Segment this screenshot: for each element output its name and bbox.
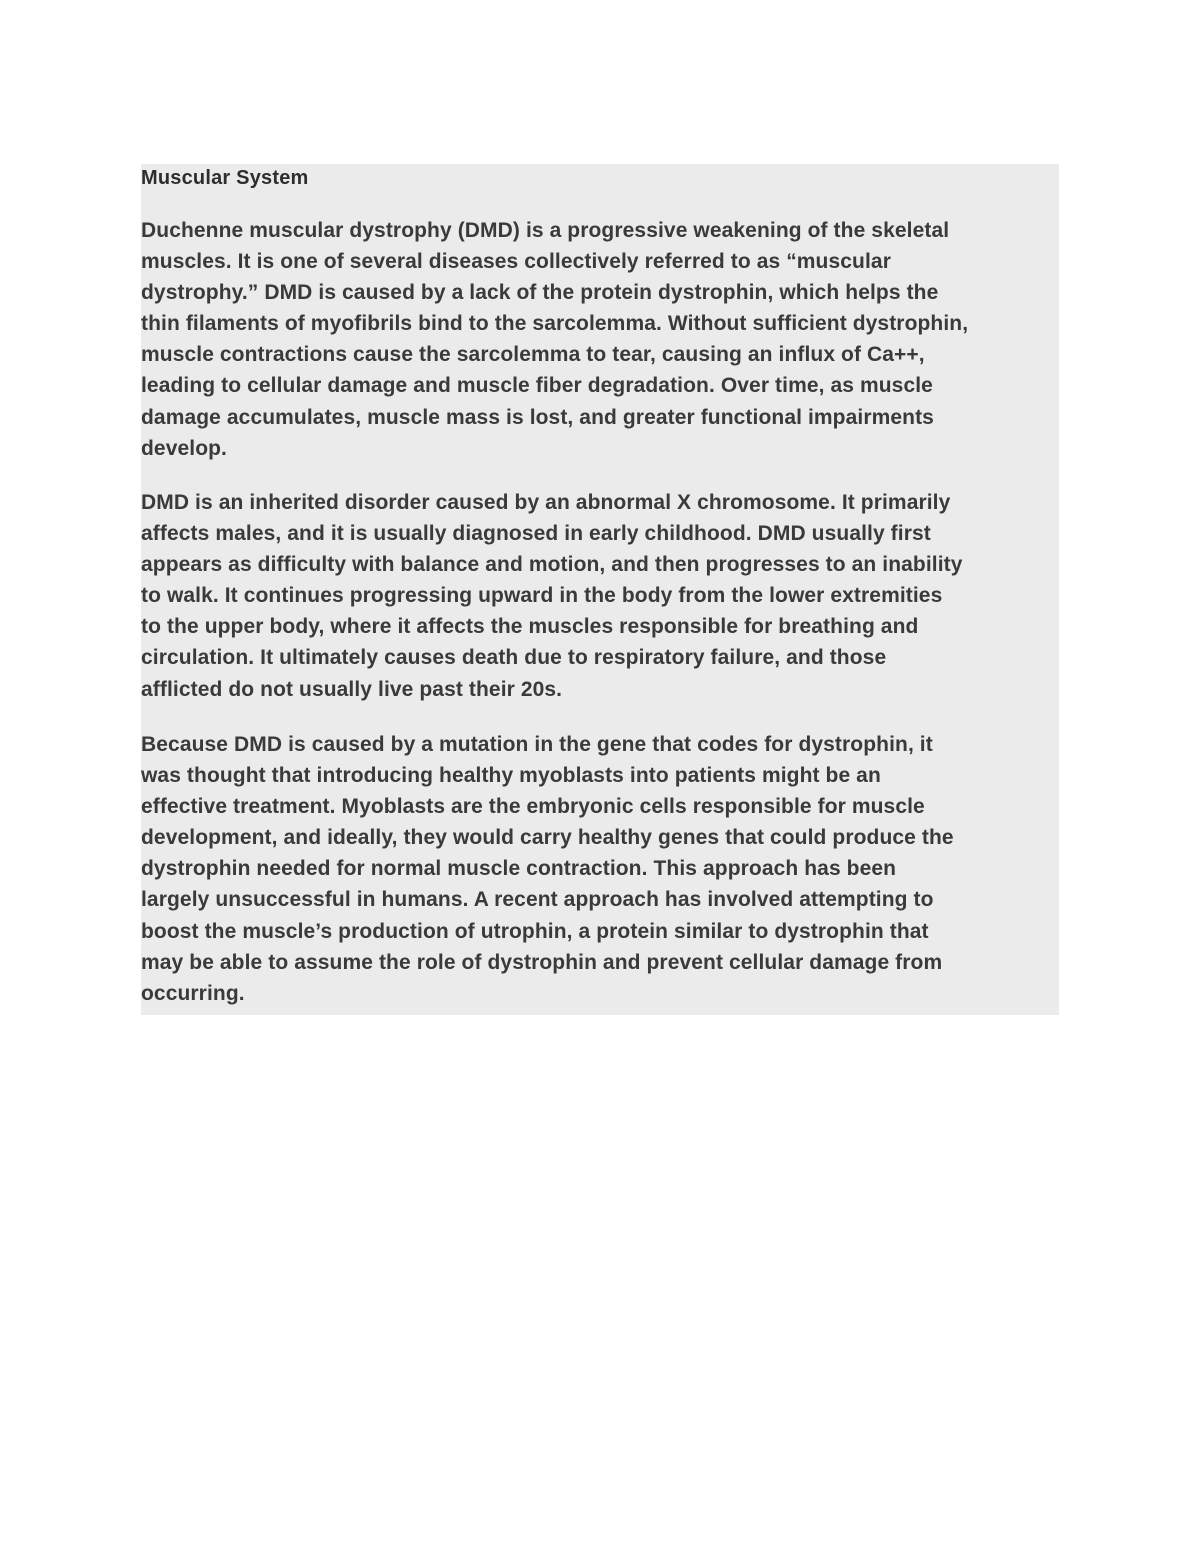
- text-line: boost the muscle’s production of utrophin, a protein similar to dystrophin that: [141, 919, 929, 943]
- text-line: may be able to assume the role of dystrophin and prevent cellular damage from: [141, 950, 943, 974]
- text-line: to walk. It continues progressing upward in the body from the lower extremities: [141, 584, 943, 608]
- text-line: afflicted do not usually live past their 20s.: [141, 677, 563, 701]
- text-line: effective treatment. Myoblasts are the embryonic cells responsible for muscle: [141, 795, 925, 819]
- text-line: damage accumulates, muscle mass is lost, and greater functional impairments: [141, 405, 934, 429]
- text-line: muscles. It is one of several diseases collectively referred to as “muscular: [141, 250, 891, 274]
- text-line: dystrophy.” DMD is caused by a lack of the protein dystrophin, which helps the: [141, 281, 939, 305]
- text-line: leading to cellular damage and muscle fiber degradation. Over time, as muscle: [141, 374, 933, 398]
- text-line: was thought that introducing healthy myoblasts into patients might be an: [141, 764, 881, 788]
- text-line: circulation. It ultimately causes death due to respiratory failure, and those: [141, 646, 887, 670]
- text-line: muscle contractions cause the sarcolemma to tear, causing an influx of Ca++,: [141, 343, 925, 367]
- text-line: Duchenne muscular dystrophy (DMD) is a progressive weakening of the skeletal: [141, 219, 950, 242]
- paragraph-dmd-inheritance: [141, 487, 1066, 705]
- document-title: Muscular System: [141, 167, 309, 189]
- paragraph-dmd-overview: [141, 215, 1066, 464]
- text-line: develop.: [141, 436, 227, 460]
- paragraph-dmd-treatment: [141, 729, 1066, 1009]
- text-line: occurring.: [141, 981, 245, 1005]
- text-line: affects males, and it is usually diagnosed in early childhood. DMD usually first: [141, 522, 931, 546]
- text-line: dystrophin needed for normal muscle contraction. This approach has been: [141, 857, 897, 881]
- text-line: appears as difficulty with balance and motion, and then progresses to an inability: [141, 553, 963, 577]
- text-line: largely unsuccessful in humans. A recent approach has involved attempting to: [141, 888, 934, 912]
- text-line: Because DMD is caused by a mutation in the gene that codes for dystrophin, it: [141, 733, 933, 756]
- text-line: DMD is an inherited disorder caused by an abnormal X chromosome. It primarily: [141, 491, 951, 514]
- text-line: to the upper body, where it affects the muscles responsible for breathing and: [141, 615, 919, 639]
- text-line: thin filaments of myofibrils bind to the sarcolemma. Without sufficient dystrophin,: [141, 312, 969, 336]
- text-line: development, and ideally, they would carry healthy genes that could produce the: [141, 826, 954, 850]
